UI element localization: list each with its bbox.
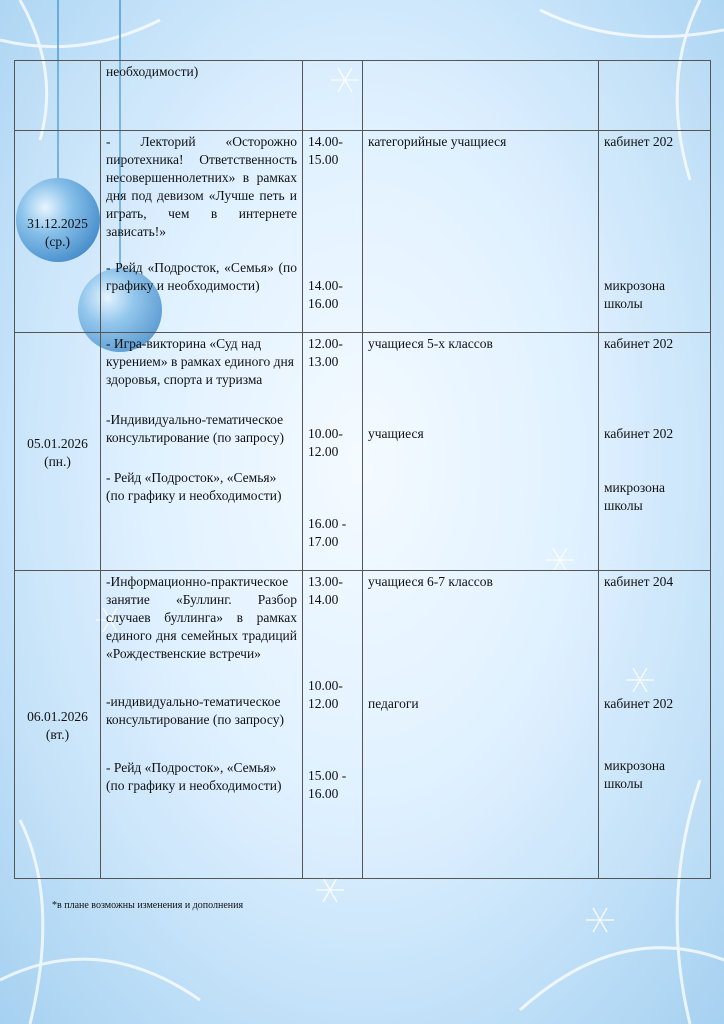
- weekday-text: (пн.): [44, 453, 71, 469]
- table-row: [15, 131, 711, 333]
- place-text: кабинет 202: [604, 426, 674, 441]
- event-text: - Рейд «Подросток», «Семья» (по графику и необходимости): [106, 470, 282, 503]
- weekday-text: (ср.): [44, 233, 71, 249]
- date-cell: [15, 61, 101, 131]
- time-text: 12.00- 13.00: [308, 336, 343, 369]
- date-cell: [15, 131, 101, 333]
- date-text: 05.01.2026: [27, 435, 88, 451]
- footnote: *в плане возможны изменения и дополнения: [52, 900, 244, 911]
- place-text: кабинет 202: [604, 696, 674, 711]
- schedule-table: [14, 60, 711, 879]
- place-cell: [599, 333, 711, 571]
- date-cell: [15, 571, 101, 879]
- date-cell: [15, 333, 101, 571]
- participants-cell: [363, 131, 599, 333]
- time-text: 15.00 - 16.00: [308, 768, 347, 801]
- time-cell: [303, 571, 363, 879]
- participants-text: учащиеся 6-7 классов: [368, 574, 493, 589]
- event-text: -Информационно-практическое занятие «Буллинг. Разбор случаев буллинга» в рамках единого дня семейных традиций «Рождественские встречи»: [106, 574, 297, 661]
- place-text: микрозона школы: [604, 480, 666, 513]
- time-text: 14.00- 15.00: [308, 134, 343, 167]
- event-cell: [101, 333, 303, 571]
- place-text: кабинет 204: [604, 574, 674, 589]
- time-cell: [303, 131, 363, 333]
- time-cell: [303, 61, 363, 131]
- table-row: [15, 333, 711, 571]
- event-text: - Рейд «Подросток», «Семья» (по графику и необходимости): [106, 760, 282, 793]
- place-cell: [599, 571, 711, 879]
- place-cell: [599, 61, 711, 131]
- participants-text: учащиеся 5-х классов: [368, 336, 493, 351]
- date-text: 06.01.2026: [27, 708, 88, 724]
- time-cell: [303, 333, 363, 571]
- event-cell: [101, 61, 303, 131]
- time-text: 10.00- 12.00: [308, 678, 343, 711]
- time-text: 16.00 - 17.00: [308, 516, 347, 549]
- time-text: 14.00- 16.00: [308, 278, 343, 311]
- participants-text: учащиеся: [368, 426, 424, 441]
- event-text: - Рейд «Подросток, «Семья» (по графику и необходимости): [106, 260, 297, 293]
- event-text: - Игра-викторина «Суд над курением» в рамках единого дня здоровья, спорта и туризма: [106, 336, 294, 387]
- event-cell: [101, 131, 303, 333]
- time-text: 13.00- 14.00: [308, 574, 343, 607]
- participants-text: категорийные учащиеся: [368, 134, 507, 149]
- participants-text: педагоги: [368, 696, 419, 711]
- place-text: микрозона школы: [604, 758, 666, 791]
- event-text: -индивидуально-тематическое консультирование (по запросу): [106, 694, 284, 727]
- place-text: микрозона школы: [604, 278, 666, 311]
- event-text: необходимости): [106, 64, 199, 79]
- weekday-text: (вт.): [45, 726, 70, 742]
- event-text: -Индивидуально-тематическое консультирование (по запросу): [106, 412, 284, 445]
- place-text: кабинет 202: [604, 134, 674, 149]
- schedule-table-wrap: [14, 60, 710, 879]
- participants-cell: [363, 333, 599, 571]
- table-row: [15, 571, 711, 879]
- place-cell: [599, 131, 711, 333]
- event-text: - Лекторий «Осторожно пиротехника! Ответственность несовершеннолетних» в рамках дня под девизом «Лучше петь и играть, чем в интернете зависать!»: [106, 134, 297, 239]
- table-row: [15, 61, 711, 131]
- place-text: кабинет 202: [604, 336, 674, 351]
- participants-cell: [363, 61, 599, 131]
- participants-cell: [363, 571, 599, 879]
- time-text: 10.00- 12.00: [308, 426, 343, 459]
- event-cell: [101, 571, 303, 879]
- date-text: 31.12.2025: [27, 215, 88, 231]
